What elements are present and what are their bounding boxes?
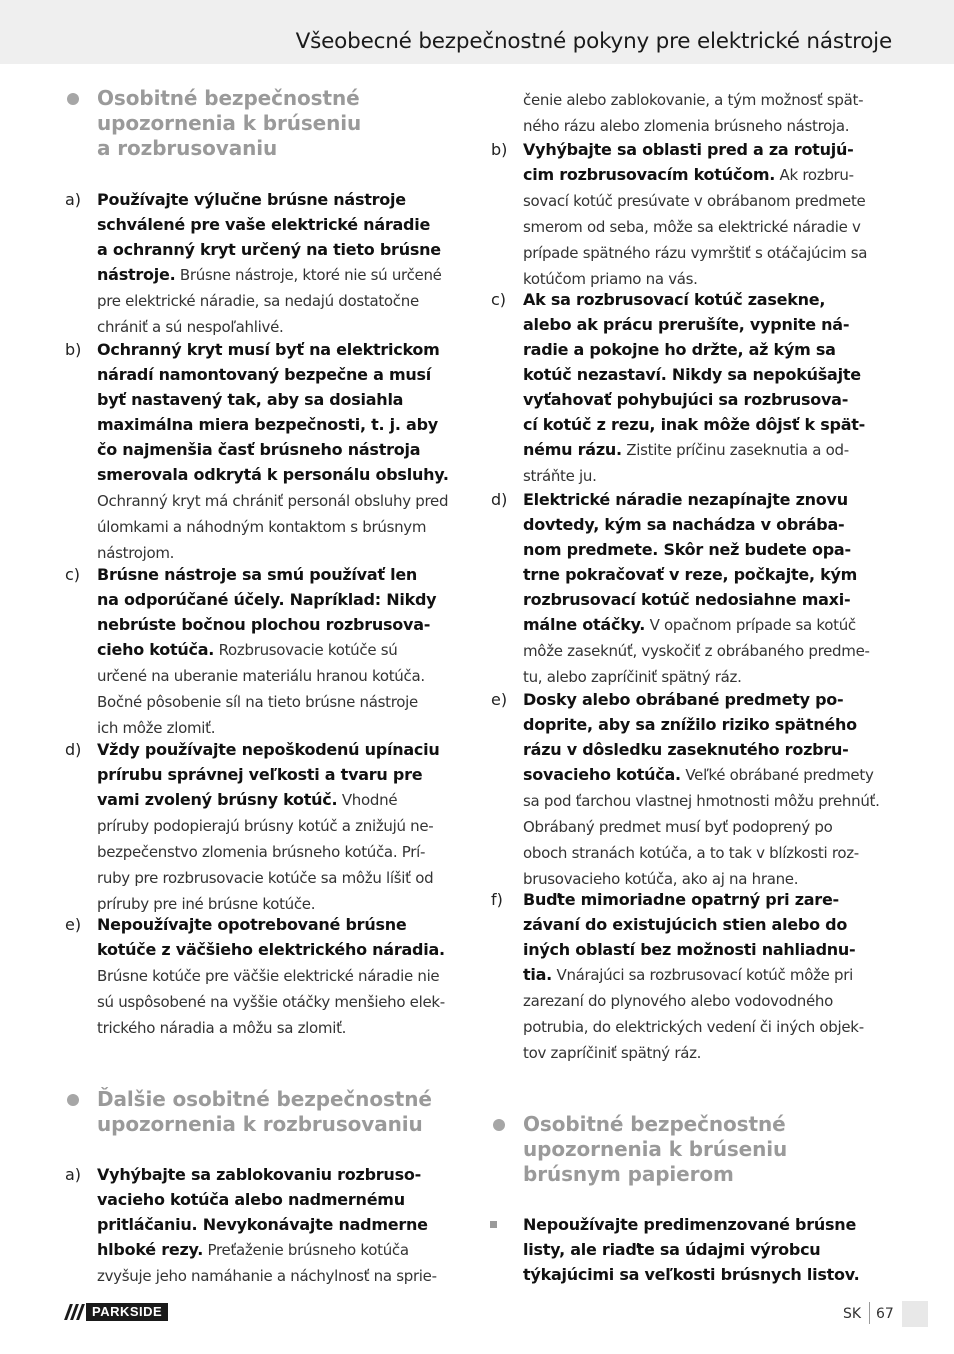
list-item: d) Elektrické náradie nezapínajte znovu dovtedy, kým sa nachádza v obrába- nom predmete. Skôr než budete opa- trne pokračovať v reze, počkajte, kým rozbrusovací kotúč nedosiahne maxi- málne otáčky. V opačnom prípade sa kotúč môže zaseknúť, vyskočiť z obrábaného predme- tu, alebo zapríčiniť spätný ráz. xyxy=(491,490,870,686)
logo-text: PARKSIDE xyxy=(86,1303,168,1321)
page-number: 67 xyxy=(876,1306,894,1322)
list-item: f) Buďte mimoriadne opatrný pri zare- závaní do existujúcich stien alebo do iných oblastí bez možnosti nahliadnu- tia. Vnárajúci sa rozbrusovací kotúč môže pri zarezaní do plynového alebo vodovodného potrubia, do elektrických vedení či iných objek- tov zapríčiniť spätný ráz. xyxy=(491,890,864,1062)
header-band xyxy=(0,0,954,64)
page-header-title: Všeobecné bezpečnostné pokyny pre elektrické nástroje xyxy=(295,29,892,54)
list-item-continuation: čenie alebo zablokovanie, a tým možnosť spät- ného rázu alebo zlomenia brúsneho nástroja. xyxy=(523,91,864,135)
section-heading-cutting: Ďalšie osobitné bezpečnostné upozornenia k rozbrusovaniu xyxy=(97,1087,432,1137)
list-item: d) Vždy používajte nepoškodenú upínaciu prírubu správnej veľkosti a tvaru pre vami zvolený brúsny kotúč. Vhodné príruby podopierajú brúsny kotúč a znižujú ne- bezpečenstvo zlomenia brúsneho kotúča. Prí- ruby pre rozbrusovacie kotúče sa môžu líšiť od príruby pre iné brúsne kotúče. xyxy=(65,740,440,913)
list-item: c) Brúsne nástroje sa smú používať len na odporúčané účely. Napríklad: Nikdy nebrúste bočnou plochou rozbrusova- cieho kotúča. Rozbrusovacie kotúče sú určené na uberanie materiálu hranou kotúča. Bočné pôsobenie síl na tieto brúsne nástroje ich môže zlomiť. xyxy=(65,565,437,737)
list-item: e) Dosky alebo obrábané predmety po- doprite, aby sa znížilo riziko spätného rázu v dôsledku zaseknutého rozbru- sovacieho kotúča. Veľké obrábané predmety sa pod ťarchou vlastnej hmotnosti môžu prehnúť. Obrábaný predmet musí byť podoprený po oboch stranách kotúča, a to tak v blízkosti roz- brusovacieho kotúča, ako aj na hrane. xyxy=(491,690,880,888)
list-item: e) Nepoužívajte opotrebované brúsne kotúče z väčšieho elektrického náradia. Brúsne kotúče pre väčšie elektrické náradie nie sú uspôsobené na vyššie otáčky menšieho elek- trického náradia a môžu sa zlomiť. xyxy=(65,915,445,1037)
section-bullet-icon xyxy=(67,1094,79,1106)
logo-slashes-icon xyxy=(62,1303,86,1321)
list-item: a) Vyhýbajte sa zablokovaniu rozbruso- vacieho kotúča alebo nadmernému pritláčaniu. Nevykonávajte nadmerne hlboké rezy. Preťaženie brúsneho kotúča zvyšuje jeho namáhanie a náchylnosť na sprie- xyxy=(65,1165,437,1285)
list-item: b) Ochranný kryt musí byť na elektrickom náradí namontovaný bezpečne a musí byť nastavený tak, aby sa dosiahla maximálna miera bezpečnosti, t. j. aby čo najmenšia časť brúsneho nástroja smerovala odkrytá k personálu obsluhy. Ochranný kryt má chrániť personál obsluhy pred úlomkami a náhodným kontaktom s brúsnym nástrojom. xyxy=(65,340,449,562)
square-bullet-icon xyxy=(490,1221,497,1228)
language-code: SK xyxy=(843,1306,862,1322)
parkside-logo xyxy=(62,1303,176,1321)
list-item: b) Vyhýbajte sa oblasti pred a za rotujú- cim rozbrusovacím kotúčom. Ak rozbru- sovací kotúč presúvate v obrábanom predmete smerom od seba, môže sa elektrické náradie v prípade spätného rázu vymrštiť s otáčajúcim sa kotúčom priamo na vás. xyxy=(491,140,868,288)
list-item: Nepoužívajte predimenzované brúsne listy, ale riaďte sa údajmi výrobcu týkajúcimi sa veľkosti brúsnych listov. xyxy=(523,1212,859,1288)
list-item: a) Používajte výlučne brúsne nástroje schválené pre vaše elektrické náradie a ochranný kryt určený na tieto brúsne nástroje. Brúsne nástroje, ktoré nie sú určené pre elektrické náradie, sa nedajú dostatočne chrániť a sú nespoľahlivé. xyxy=(65,190,442,336)
footer-tab xyxy=(902,1301,928,1327)
list-item: c) Ak sa rozbrusovací kotúč zasekne, alebo ak prácu prerušíte, vypnite ná- radie a pokojne ho držte, až kým sa kotúč nezastaví. Nikdy sa nepokúšajte vyťahovať pohybujúci sa rozbrusova- cí kotúč z rezu, inak môže dôjsť k spät- nému rázu. Zistite príčinu zaseknutia a od- stráňte ju. xyxy=(491,290,866,485)
section-heading-sandpaper: Osobitné bezpečnostné upozornenia k brúseniu brúsnym papierom xyxy=(523,1112,787,1187)
section-heading-grinding: Osobitné bezpečnostné upozornenia k brúseniu a rozbrusovaniu xyxy=(97,86,361,161)
section-bullet-icon xyxy=(493,1119,505,1131)
footer-divider xyxy=(869,1302,870,1324)
section-bullet-icon xyxy=(67,93,79,105)
